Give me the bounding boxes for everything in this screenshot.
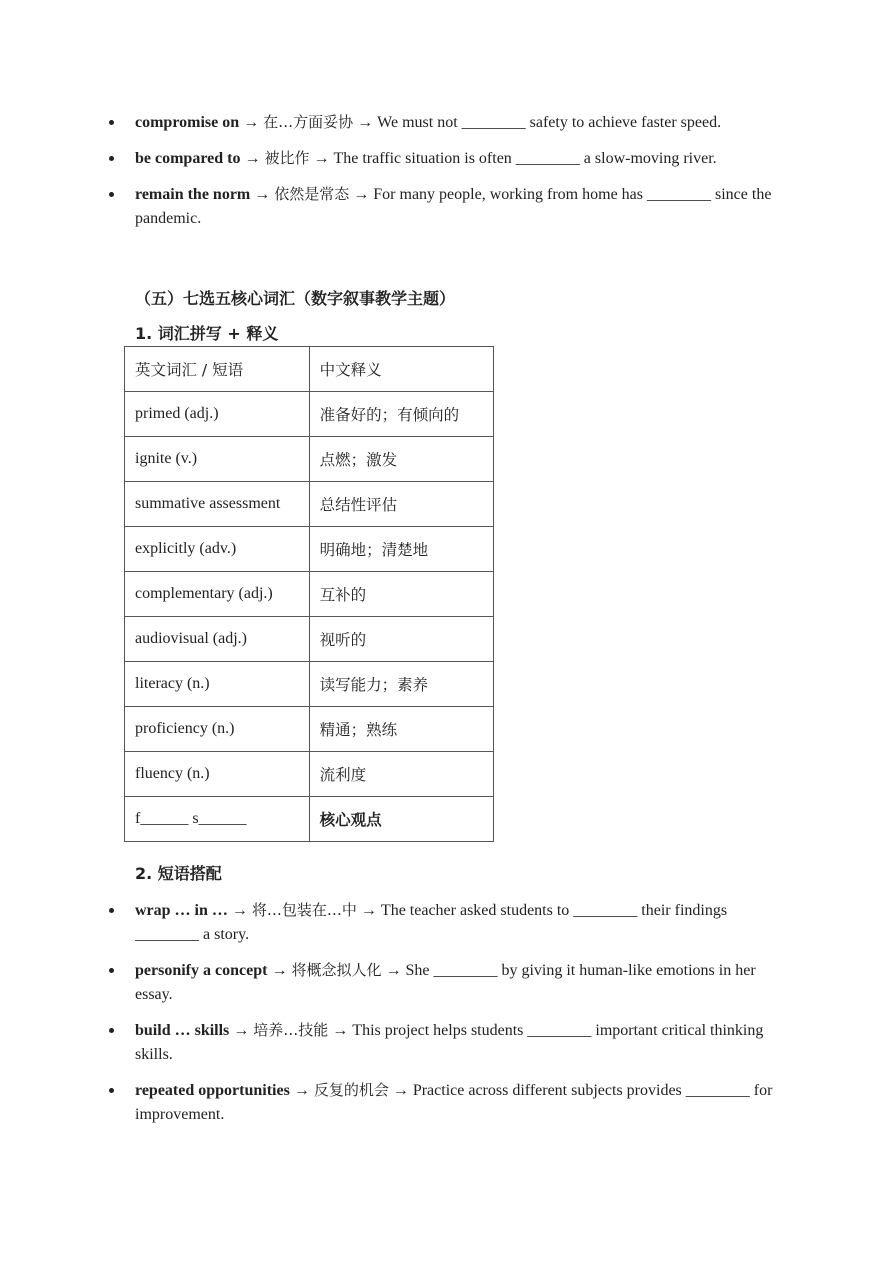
phrase-meaning: 依然是常态 bbox=[274, 185, 350, 203]
example-sentence: Practice across different subjects provides ________ for improvement. bbox=[135, 1082, 773, 1123]
collocation-list-bottom bbox=[0, 898, 892, 1138]
phrase-meaning: 在…方面妥协 bbox=[263, 113, 354, 131]
english-term: proficiency (n.) bbox=[125, 707, 310, 752]
vocabulary-table bbox=[124, 346, 494, 842]
chinese-meaning: 核心观点 bbox=[309, 797, 493, 842]
list-item bbox=[0, 182, 775, 231]
phrase-meaning: 培养…技能 bbox=[253, 1021, 329, 1039]
english-term: fluency (n.) bbox=[125, 752, 310, 797]
subsection-title-spelling: 1. 词汇拼写 + 释义 bbox=[135, 324, 279, 343]
chinese-meaning: 视听的 bbox=[309, 617, 493, 662]
list-item bbox=[0, 898, 775, 947]
arrow: → bbox=[381, 962, 406, 979]
table-row bbox=[125, 572, 494, 617]
english-term: literacy (n.) bbox=[125, 662, 310, 707]
list-item bbox=[0, 958, 775, 1007]
arrow: → bbox=[289, 1082, 314, 1099]
chinese-meaning: 互补的 bbox=[309, 572, 493, 617]
table-row bbox=[125, 707, 494, 752]
english-term: complementary (adj.) bbox=[125, 572, 310, 617]
arrow: → bbox=[239, 114, 264, 131]
phrase-term: compromise on bbox=[135, 114, 240, 131]
subsection-title-collocations: 2. 短语搭配 bbox=[135, 864, 222, 883]
phrase-meaning: 反复的机会 bbox=[313, 1081, 389, 1099]
chinese-meaning: 明确地；清楚地 bbox=[309, 527, 493, 572]
chinese-meaning: 精通；熟练 bbox=[309, 707, 493, 752]
chinese-meaning: 点燃；激发 bbox=[309, 437, 493, 482]
table-row bbox=[125, 797, 494, 842]
arrow: → bbox=[349, 186, 374, 203]
english-term: primed (adj.) bbox=[125, 392, 310, 437]
example-sentence: The traffic situation is often ________ a slow-moving river. bbox=[333, 150, 717, 167]
english-term: explicitly (adv.) bbox=[125, 527, 310, 572]
arrow: → bbox=[227, 902, 252, 919]
table-row bbox=[125, 662, 494, 707]
table-header-row bbox=[125, 347, 494, 392]
column-header: 英文词汇 / 短语 bbox=[125, 347, 310, 392]
english-term: audiovisual (adj.) bbox=[125, 617, 310, 662]
phrase-term: build … skills bbox=[135, 1022, 230, 1039]
phrase-term: wrap … in … bbox=[135, 902, 228, 919]
column-header: 中文释义 bbox=[309, 347, 493, 392]
list-item bbox=[0, 146, 775, 171]
table-row bbox=[125, 752, 494, 797]
english-term: summative assessment bbox=[125, 482, 310, 527]
english-term: f______ s______ bbox=[125, 797, 310, 842]
example-sentence: We must not ________ safety to achieve faster speed. bbox=[377, 114, 722, 131]
arrow: → bbox=[328, 1022, 353, 1039]
collocation-list-top bbox=[0, 110, 892, 242]
table-row bbox=[125, 437, 494, 482]
chinese-meaning: 准备好的；有倾向的 bbox=[309, 392, 493, 437]
example-sentence: For many people, working from home has ________ since the pandemic. bbox=[135, 186, 772, 227]
phrase-meaning: 将概念拟人化 bbox=[291, 961, 382, 979]
arrow: → bbox=[267, 962, 292, 979]
english-term: ignite (v.) bbox=[125, 437, 310, 482]
table-row bbox=[125, 482, 494, 527]
arrow: → bbox=[240, 150, 265, 167]
table-row bbox=[125, 527, 494, 572]
example-sentence: She ________ by giving it human-like emotions in her essay. bbox=[135, 962, 756, 1003]
chinese-meaning: 流利度 bbox=[309, 752, 493, 797]
arrow: → bbox=[309, 150, 334, 167]
table-row bbox=[125, 617, 494, 662]
section-title: （五）七选五核心词汇（数字叙事教学主题） bbox=[135, 289, 456, 308]
chinese-meaning: 总结性评估 bbox=[309, 482, 493, 527]
phrase-term: repeated opportunities bbox=[135, 1082, 290, 1099]
list-item bbox=[0, 1078, 775, 1127]
phrase-meaning: 被比作 bbox=[264, 149, 310, 167]
arrow: → bbox=[388, 1082, 413, 1099]
chinese-meaning: 读写能力；素养 bbox=[309, 662, 493, 707]
phrase-term: remain the norm bbox=[135, 186, 251, 203]
arrow: → bbox=[353, 114, 378, 131]
phrase-term: be compared to bbox=[135, 150, 241, 167]
table-row bbox=[125, 392, 494, 437]
arrow: → bbox=[250, 186, 275, 203]
list-item bbox=[0, 1018, 775, 1067]
example-sentence: The teacher asked students to ________ their findings ________ a story. bbox=[135, 902, 728, 943]
phrase-term: personify a concept bbox=[135, 962, 268, 979]
phrase-meaning: 将…包装在…中 bbox=[251, 901, 357, 919]
arrow: → bbox=[229, 1022, 254, 1039]
arrow: → bbox=[356, 902, 381, 919]
list-item bbox=[0, 110, 775, 135]
example-sentence: This project helps students ________ important critical thinking skills. bbox=[135, 1022, 764, 1063]
